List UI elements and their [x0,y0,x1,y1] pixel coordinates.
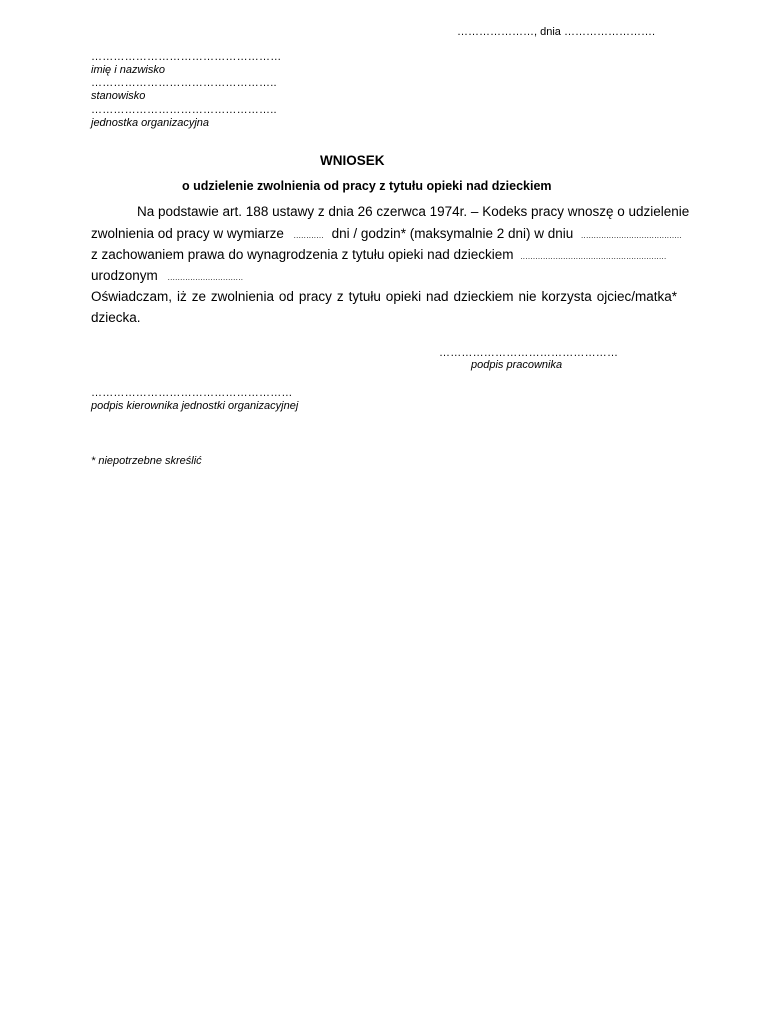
birth-date-dots: .............................. [167,273,244,282]
position-label: stanowisko [91,90,146,102]
document-title: WNIOSEK [320,153,385,168]
employee-signature-dots: ………………………………………… [439,347,619,359]
date-dots: ........................................ [581,231,682,240]
paragraph-line-3 [91,247,677,262]
manager-signature-dots: ……………………………………………… [91,387,293,399]
paragraph-line-6: dziecka. [91,310,141,325]
footnote: * niepotrzebne skreślić [91,455,202,467]
unit-dots: ………………………………………….. [91,104,277,116]
place-date-line: …………………, dnia ……………………. [457,26,656,38]
position-dots: ………………………………………….. [91,77,277,89]
paragraph-line-4 [91,268,677,283]
unit-label: jednostka organizacyjna [91,117,210,129]
duration-dots: ............ [293,231,324,240]
manager-signature-label: podpis kierownika jednostki organizacyjnej [91,400,299,412]
paragraph-line-3-text: z zachowaniem prawa do wynagrodzenia z tytułu opieki nad dzieckiem [91,247,514,262]
paragraph-line-5: Oświadczam, iż ze zwolnienia od pracy z tytułu opieki nad dzieckiem nie korzysta ojciec/matka* [91,289,677,304]
document-subtitle: o udzielenie zwolnienia od pracy z tytułu opieki nad dzieckiem [182,179,552,193]
paragraph-line-2-text-b: dni / godzin* (maksymalnie 2 dni) w dniu [331,226,574,241]
paragraph-line-4-text: urodzonym [91,268,158,283]
paragraph-line-1: Na podstawie art. 188 ustawy z dnia 26 czerwca 1974r. – Kodeks pracy wnoszę o udzielenie [137,204,690,219]
employee-signature-label: podpis pracownika [471,359,563,371]
name-label: imię i nazwisko [91,64,165,76]
paragraph-line-2 [91,226,682,241]
paragraph-line-2-text-a: zwolnienia od pracy w wymiarze [91,226,284,241]
child-name-dots: .......................................................... [520,252,667,261]
name-dots: …………………………………………… [91,51,282,63]
